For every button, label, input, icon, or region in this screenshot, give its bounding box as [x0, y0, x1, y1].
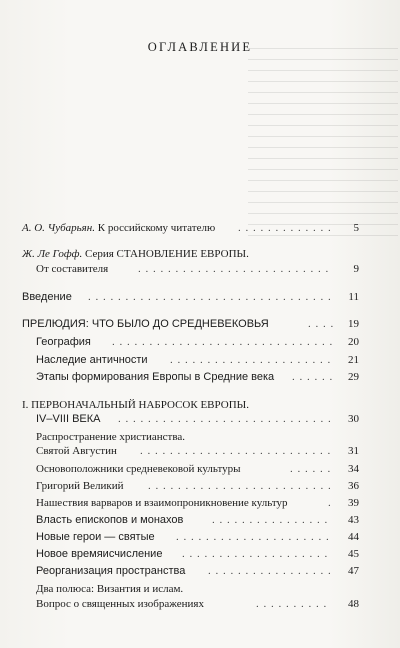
dot-leader: . . . . . . [292, 371, 334, 383]
dot-leader: . [328, 497, 332, 509]
dot-leader: . . . . . . . . . . . . . . . . . . . . . . . . . [148, 480, 332, 492]
toc-entry-poles: Два полюса: Византия и ислам. [36, 583, 184, 595]
entry-title: Реорганизация пространства [36, 565, 186, 577]
toc-entry-part-one-centuries [36, 411, 359, 427]
toc-entry-bishops [36, 512, 359, 528]
toc-entry-gregory [36, 478, 359, 494]
toc-entry-stages [36, 369, 359, 385]
entry-title: Наследие античности [36, 354, 148, 366]
dot-leader: . . . . . . . . . . . . . . . . . [208, 565, 332, 577]
toc-entry-antiquity [36, 352, 359, 368]
entry-title: Основоположники средневековой культуры [36, 463, 241, 475]
toc-entry-space [36, 563, 359, 579]
part-one-heading: I. ПЕРВОНАЧАЛЬНЫЙ НАБРОСОК ЕВРОПЫ. [22, 399, 249, 411]
page-number: 29 [348, 371, 359, 383]
entry-title: Введение [22, 291, 72, 303]
entry-title: Григорий Великий [36, 480, 124, 492]
toc-entry-from-editor [36, 261, 359, 277]
toc-entry-introduction [22, 289, 359, 305]
page-number: 30 [348, 413, 359, 425]
dot-leader: . . . . . . . . . . . . . . . . . . . . . [176, 531, 330, 543]
entry-title: IV–VIII ВЕКА [36, 413, 101, 425]
author-name: Ж. Ле Гофф. [22, 248, 83, 260]
dot-leader: . . . . [308, 318, 335, 330]
page-number: 21 [348, 354, 359, 366]
page-number: 11 [348, 291, 359, 303]
page-number: 19 [348, 318, 359, 330]
author-name: А. О. Чубарьян. [22, 222, 95, 234]
entry-title: Власть епископов и монахов [36, 514, 184, 526]
table-of-contents-heading: ОГЛАВЛЕНИЕ [147, 40, 253, 54]
page-number: 47 [348, 565, 359, 577]
dot-leader: . . . . . . . . . . . . . [238, 222, 332, 234]
dot-leader: . . . . . . . . . . . . . . . . . . . . . . . . . . [140, 445, 332, 457]
entry-title: Вопрос о священных изображениях [36, 598, 204, 610]
page-number: 9 [353, 263, 359, 275]
page-number: 20 [348, 336, 359, 348]
entry-title: От составителя [36, 263, 109, 275]
page-number: 43 [348, 514, 359, 526]
entry-title: Новое времяисчисление [36, 548, 163, 560]
page-number: 5 [353, 222, 359, 234]
page-number: 48 [348, 598, 359, 610]
dot-leader: . . . . . . [290, 463, 332, 475]
dot-leader: . . . . . . . . . . . . . . . . . . . . . . . . . . . . . . . . . [88, 291, 332, 303]
page-number: 31 [348, 445, 359, 457]
page-number: 45 [348, 548, 359, 560]
series-title: Серия СТАНОВЛЕНИЕ ЕВРОПЫ. [84, 248, 249, 260]
toc-entry-christianity-line-1: Распространение христианства. [36, 431, 186, 443]
page-number: 44 [348, 531, 359, 543]
dot-leader: . . . . . . . . . . . . . . . . . . . . . . . . . . . . . [118, 413, 332, 425]
page-number: 39 [348, 497, 359, 509]
toc-entry-series [22, 246, 359, 262]
dot-leader: . . . . . . . . . . . . . . . . . . . . . . . . . . . . . . [112, 336, 334, 348]
entry-title: ПРЕЛЮДИЯ: ЧТО БЫЛО ДО СРЕДНЕВЕКОВЬЯ [22, 318, 269, 330]
toc-entry-saints [36, 529, 359, 545]
entry-title: Этапы формирования Европы в Средние века [36, 371, 275, 383]
entry-title: Нашествия варваров и взаимопроникновение культур [36, 497, 288, 509]
page-number: 36 [348, 480, 359, 492]
dot-leader: . . . . . . . . . . . . . . . . . . . . . . . . . . [138, 263, 330, 275]
toc-entry-invasions [36, 495, 359, 511]
dot-leader: . . . . . . . . . . . . . . . . [212, 514, 329, 526]
entry-title: Новые герои — святые [36, 531, 155, 543]
entry-title: К российскому читателю [97, 222, 216, 234]
entry-title: География [36, 336, 91, 348]
dot-leader: . . . . . . . . . . . . . . . . . . . . [182, 548, 329, 560]
dot-leader: . . . . . . . . . . [256, 598, 328, 610]
entry-title: Святой Августин [36, 445, 117, 457]
toc-entry-sacred-images [36, 596, 359, 612]
toc-entry-founders [36, 461, 359, 477]
toc-entry-christianity [36, 443, 359, 459]
dot-leader: . . . . . . . . . . . . . . . . . . . . . . [170, 354, 332, 366]
toc-entry-prelude [22, 316, 359, 332]
toc-entry-geography [36, 334, 359, 350]
toc-entry-preface [22, 220, 359, 236]
page-number: 34 [348, 463, 359, 475]
toc-entry-chronology [36, 546, 359, 562]
